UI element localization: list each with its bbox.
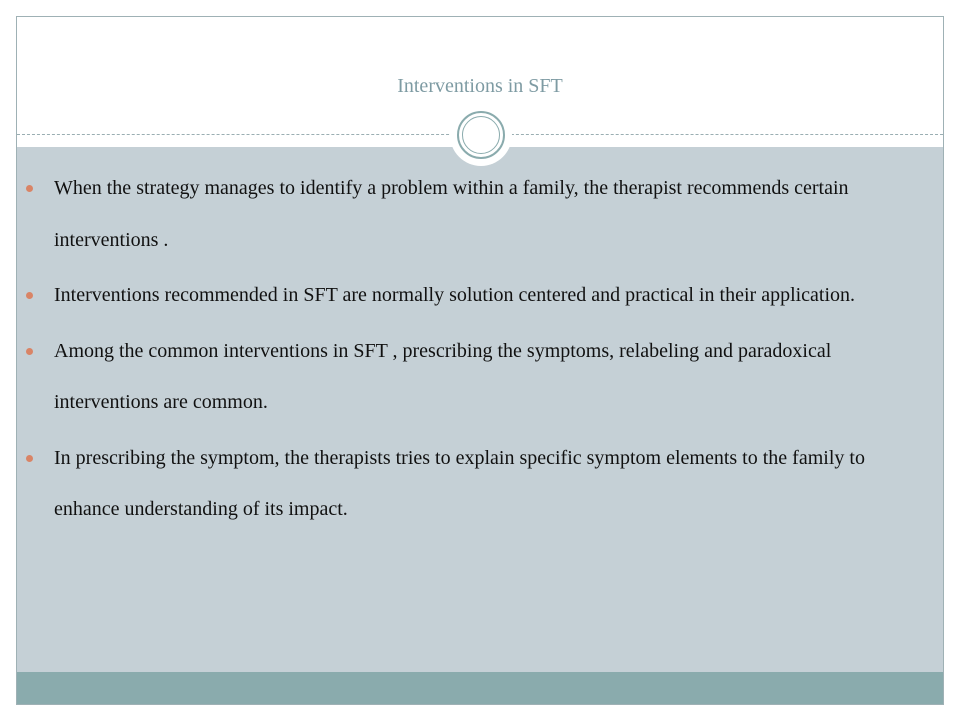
bullet-dot-icon [26,455,33,462]
footer-band [17,672,943,704]
bullet-dot-icon [26,348,33,355]
bullet-text: When the strategy manages to identify a problem within a family, the therapist recommends certain interventions . [54,177,849,251]
slide-title: Interventions in SFT [397,75,563,97]
bullet-item [26,163,906,266]
bullet-text: Interventions recommended in SFT are normally solution centered and practical in their application. [54,284,856,306]
bullet-item [26,270,906,322]
bullet-dot-icon [26,292,33,299]
bullet-text: Among the common interventions in SFT , prescribing the symptoms, relabeling and paradoxical interventions are common. [54,339,832,413]
circle-ornament-icon [450,104,512,166]
bullet-text: In prescribing the symptom, the therapists tries to explain specific symptom elements to the family to enhance understanding of its impact. [54,446,865,520]
bullet-list [26,163,906,540]
bullet-item [26,326,906,429]
bullet-dot-icon [26,185,33,192]
ornament-ring [457,111,505,159]
bullet-item [26,433,906,536]
ornament-inner-ring [462,116,500,154]
